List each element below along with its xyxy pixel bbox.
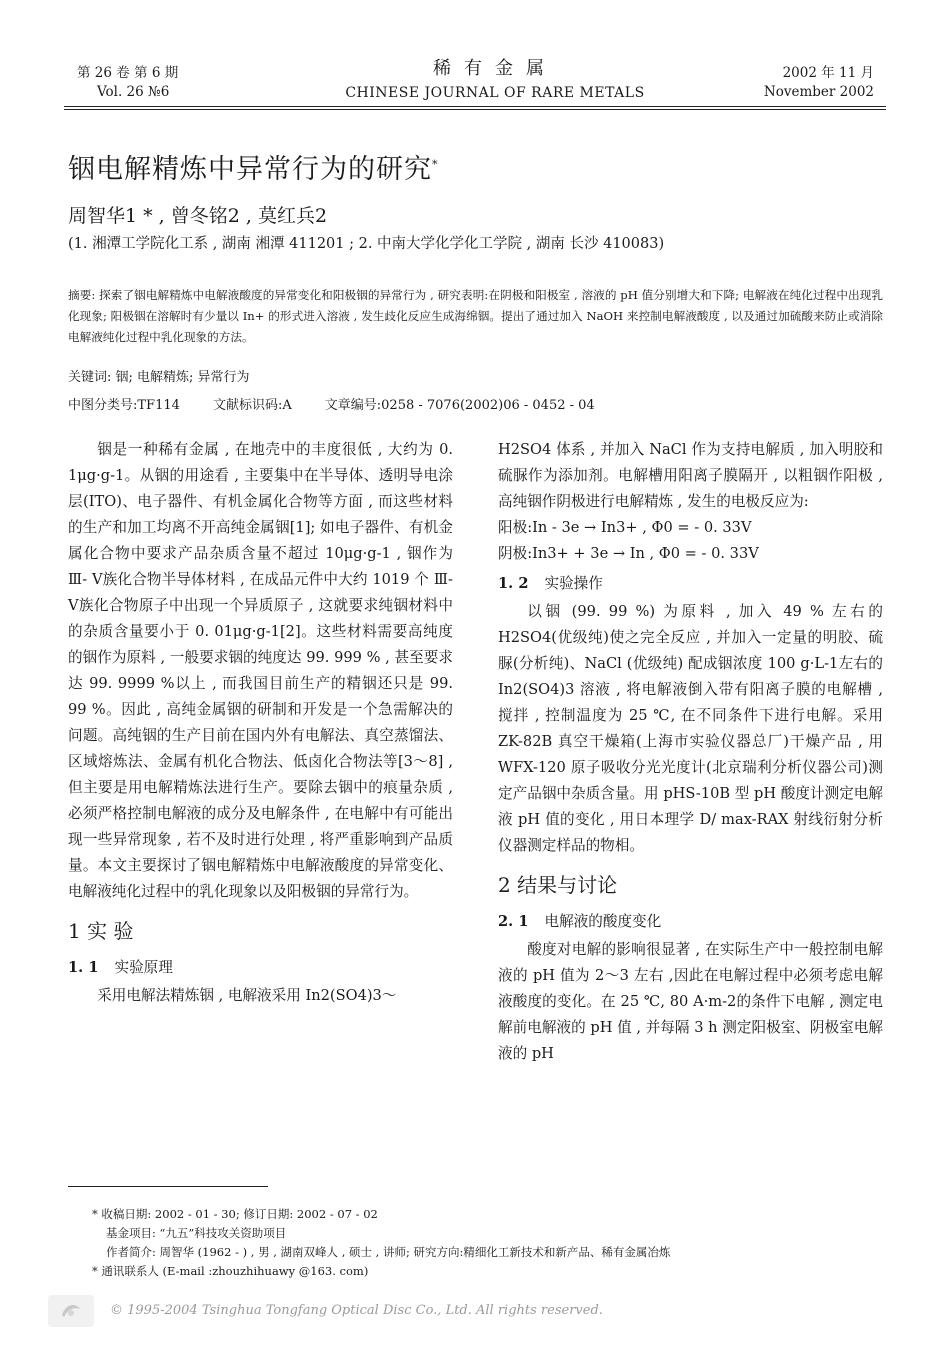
copyright-notice: © 1995-2004 Tsinghua Tongfang Optical Disc Co., Ltd. All rights reserved. [110, 1303, 603, 1318]
right-column [498, 437, 883, 1067]
footnote-author-bio: 作者简介: 周智华 (1962 - ) , 男 , 湖南双峰人 , 硕士 , 讲师; 研究方向:精细化工新技术和新产品、稀有金属冶炼 [106, 1245, 671, 1259]
volume-en: Vol. 26 №6 [97, 84, 170, 100]
footnote-rule [68, 1186, 268, 1187]
abstract: 摘要: 探索了铟电解精炼中电解液酸度的异常变化和阳极铟的异常行为 , 研究表明:在阴极和阳极室 , 溶液的 pH 值分别增大和下降; 电解液在纯化过程中出现乳化现象; 阳极铟在溶解时有少量以 In+ 的形式进入溶液 , 发生歧化反应生成海绵铟。提出了通过加入 NaOH 来控制电解液酸度 , 以及通过加硫酸来防止或消除电解液纯化过程中乳化现象的方法。 [68, 288, 883, 344]
footnotes [92, 1205, 670, 1281]
classification: 中图分类号:TF114 文献标识码:A 文章编号:0258 - 7076(2002)06 - 0452 - 04 [68, 398, 595, 413]
journal-name-cn: 稀有金属 [433, 58, 557, 79]
section-1-heading: 1 实 验 [68, 919, 134, 943]
section-1-1-number: 1. 1 [68, 959, 99, 976]
section-1-2-number: 1. 2 [498, 575, 529, 592]
publisher-logo-icon [48, 1295, 94, 1327]
header-rule-thin [64, 109, 886, 110]
title-footnote-mark: * [432, 158, 439, 171]
intro-paragraph: 铟是一种稀有金属 , 在地壳中的丰度很低 , 大约为 0. 1μg·g-1。从铟的用途看 , 主要集中在半导体、透明导电涂层(ITO)、电子器件、有机金属化合物等方面 , 而这些材料的生产和加工均离不开高纯金属铟[1]; 如电子器件、有机金属化合物中要求产品杂质含量不超过 10μg·g-1 , 铟作为 Ⅲ- Ⅴ族化合物半导体材料 , 在成品元件中大约 1019 个 Ⅲ- Ⅴ族化合物原子中出现一个异质原子 , 这就要求纯铟材料中的杂质含量要小于 0. 01μg·g-1[2]。这些材料需要高纯度的铟作为原料 , 一般要求铟的纯度达 99. 999 % , 甚至要求达 99. 9999 %以上 , 而我国目前生产的精铟还只是 99. 99 %。因此 , 高纯金属铟的研制和开发是一个急需解决的问题。高纯铟的生产目前在国内外有电解法、真空蒸馏法、区域熔炼法、金属有机化合物法、低卤化合物法等[3～8] , 但主要是用电解精炼法进行生产。要除去铟中的痕量杂质 , 必须严格控制电解液的成分及电解条件 , 在电解中有可能出现一些异常现象 , 若不及时进行处理 , 将严重影响到产品质量。本文主要探讨了铟电解精炼中电解液酸度的异常变化、电解液纯化过程中的乳化现象以及阳极铟的异常行为。 [68, 441, 453, 900]
title-text: 铟电解精炼中异常行为的研究 [68, 154, 432, 185]
system-paragraph: H2SO4 体系 , 并加入 NaCl 作为支持电解质 , 加入明胶和硫脲作为添加剂。电解槽用阳离子膜隔开 , 以粗铟作阳极 , 高纯铟作阴极进行电解精炼 , 发生的电极反应为: [498, 441, 883, 510]
section-1-1-title: 实验原理 [114, 959, 173, 976]
section-2-1-heading [498, 909, 883, 935]
header-date [764, 64, 874, 102]
section-2-heading: 2 结果与讨论 [498, 873, 618, 897]
section-1-2-heading [498, 571, 883, 597]
authors: 周智华1 * , 曾冬铭2 , 莫红兵2 [68, 205, 328, 227]
section-2-1-title: 电解液的酸度变化 [544, 913, 662, 930]
header-volume [77, 64, 178, 102]
header-rule [64, 106, 886, 107]
section-1-2-title: 实验操作 [544, 575, 603, 592]
footnote-contact: * 通讯联系人 (E-mail :zhouzhihuawy @163. com) [92, 1264, 369, 1278]
principle-paragraph: 采用电解法精炼铟 , 电解液采用 In2(SO4)3～ [97, 987, 397, 1004]
footnote-received: * 收稿日期: 2002 - 01 - 30; 修订日期: 2002 - 07 - 02 [92, 1207, 378, 1221]
journal-name-en: CHINESE JOURNAL OF RARE METALS [345, 85, 645, 101]
operation-paragraph: 以铟 (99. 99 %) 为原料 , 加入 49 % 左右的 H2SO4(优级纯)使之完全反应 , 并加入一定量的明胶、硫脲(分析纯)、NaCl (优级纯) 配成铟浓度 100 g·L-1左右的 In2(SO4)3 溶液 , 将电解液倒入带有阳离子膜的电解槽 , 搅拌 , 控制温度为 25 ℃, 在不同条件下进行电解。采用 ZK-82B 真空干燥箱(上海市实验仪器总厂)干燥产品 , 用 WFX-120 原子吸收分光光度计(北京瑞利分析仪器公司)测定产品铟中杂质含量。用 pHS-10B 型 pH 酸度计测定电解液 pH 值的变化 , 用日本理学 D/ max-RAX 射线衍射分析仪器测定样品的物相。 [498, 603, 883, 854]
paper-title [68, 147, 439, 188]
volume-cn: 第 26 卷 第 6 期 [77, 65, 179, 81]
cathode-reaction: 阴极:In3+ + 3e → In , Φ0 = - 0. 33V [498, 545, 759, 562]
header-journal [300, 57, 690, 103]
anode-reaction: 阳极:In - 3e → In3+ , Φ0 = - 0. 33V [498, 519, 752, 536]
acidity-paragraph: 酸度对电解的影响很显著 , 在实际生产中一般控制电解液的 pH 值为 2～3 左右 ,因此在电解过程中必须考虑电解液酸度的变化。在 25 ℃, 80 A·m-2的条件下电解 , 测定电解前电解液的 pH 值 , 并每隔 3 h 测定阳极室、阴极室电解液的 pH [498, 941, 883, 1062]
left-column [68, 437, 453, 1009]
section-1-1-heading [68, 955, 453, 981]
affiliation: (1. 湘潭工学院化工系 , 湖南 湘潭 411201 ; 2. 中南大学化学化工学院 , 湖南 长沙 410083) [68, 236, 665, 252]
date-en: November 2002 [763, 84, 874, 100]
section-2-1-number: 2. 1 [498, 913, 529, 930]
date-cn: 2002 年 11 月 [782, 65, 874, 81]
keywords: 关键词: 铟; 电解精炼; 异常行为 [68, 370, 250, 385]
footnote-fund: 基金项目: “九五”科技攻关资助项目 [106, 1226, 287, 1240]
